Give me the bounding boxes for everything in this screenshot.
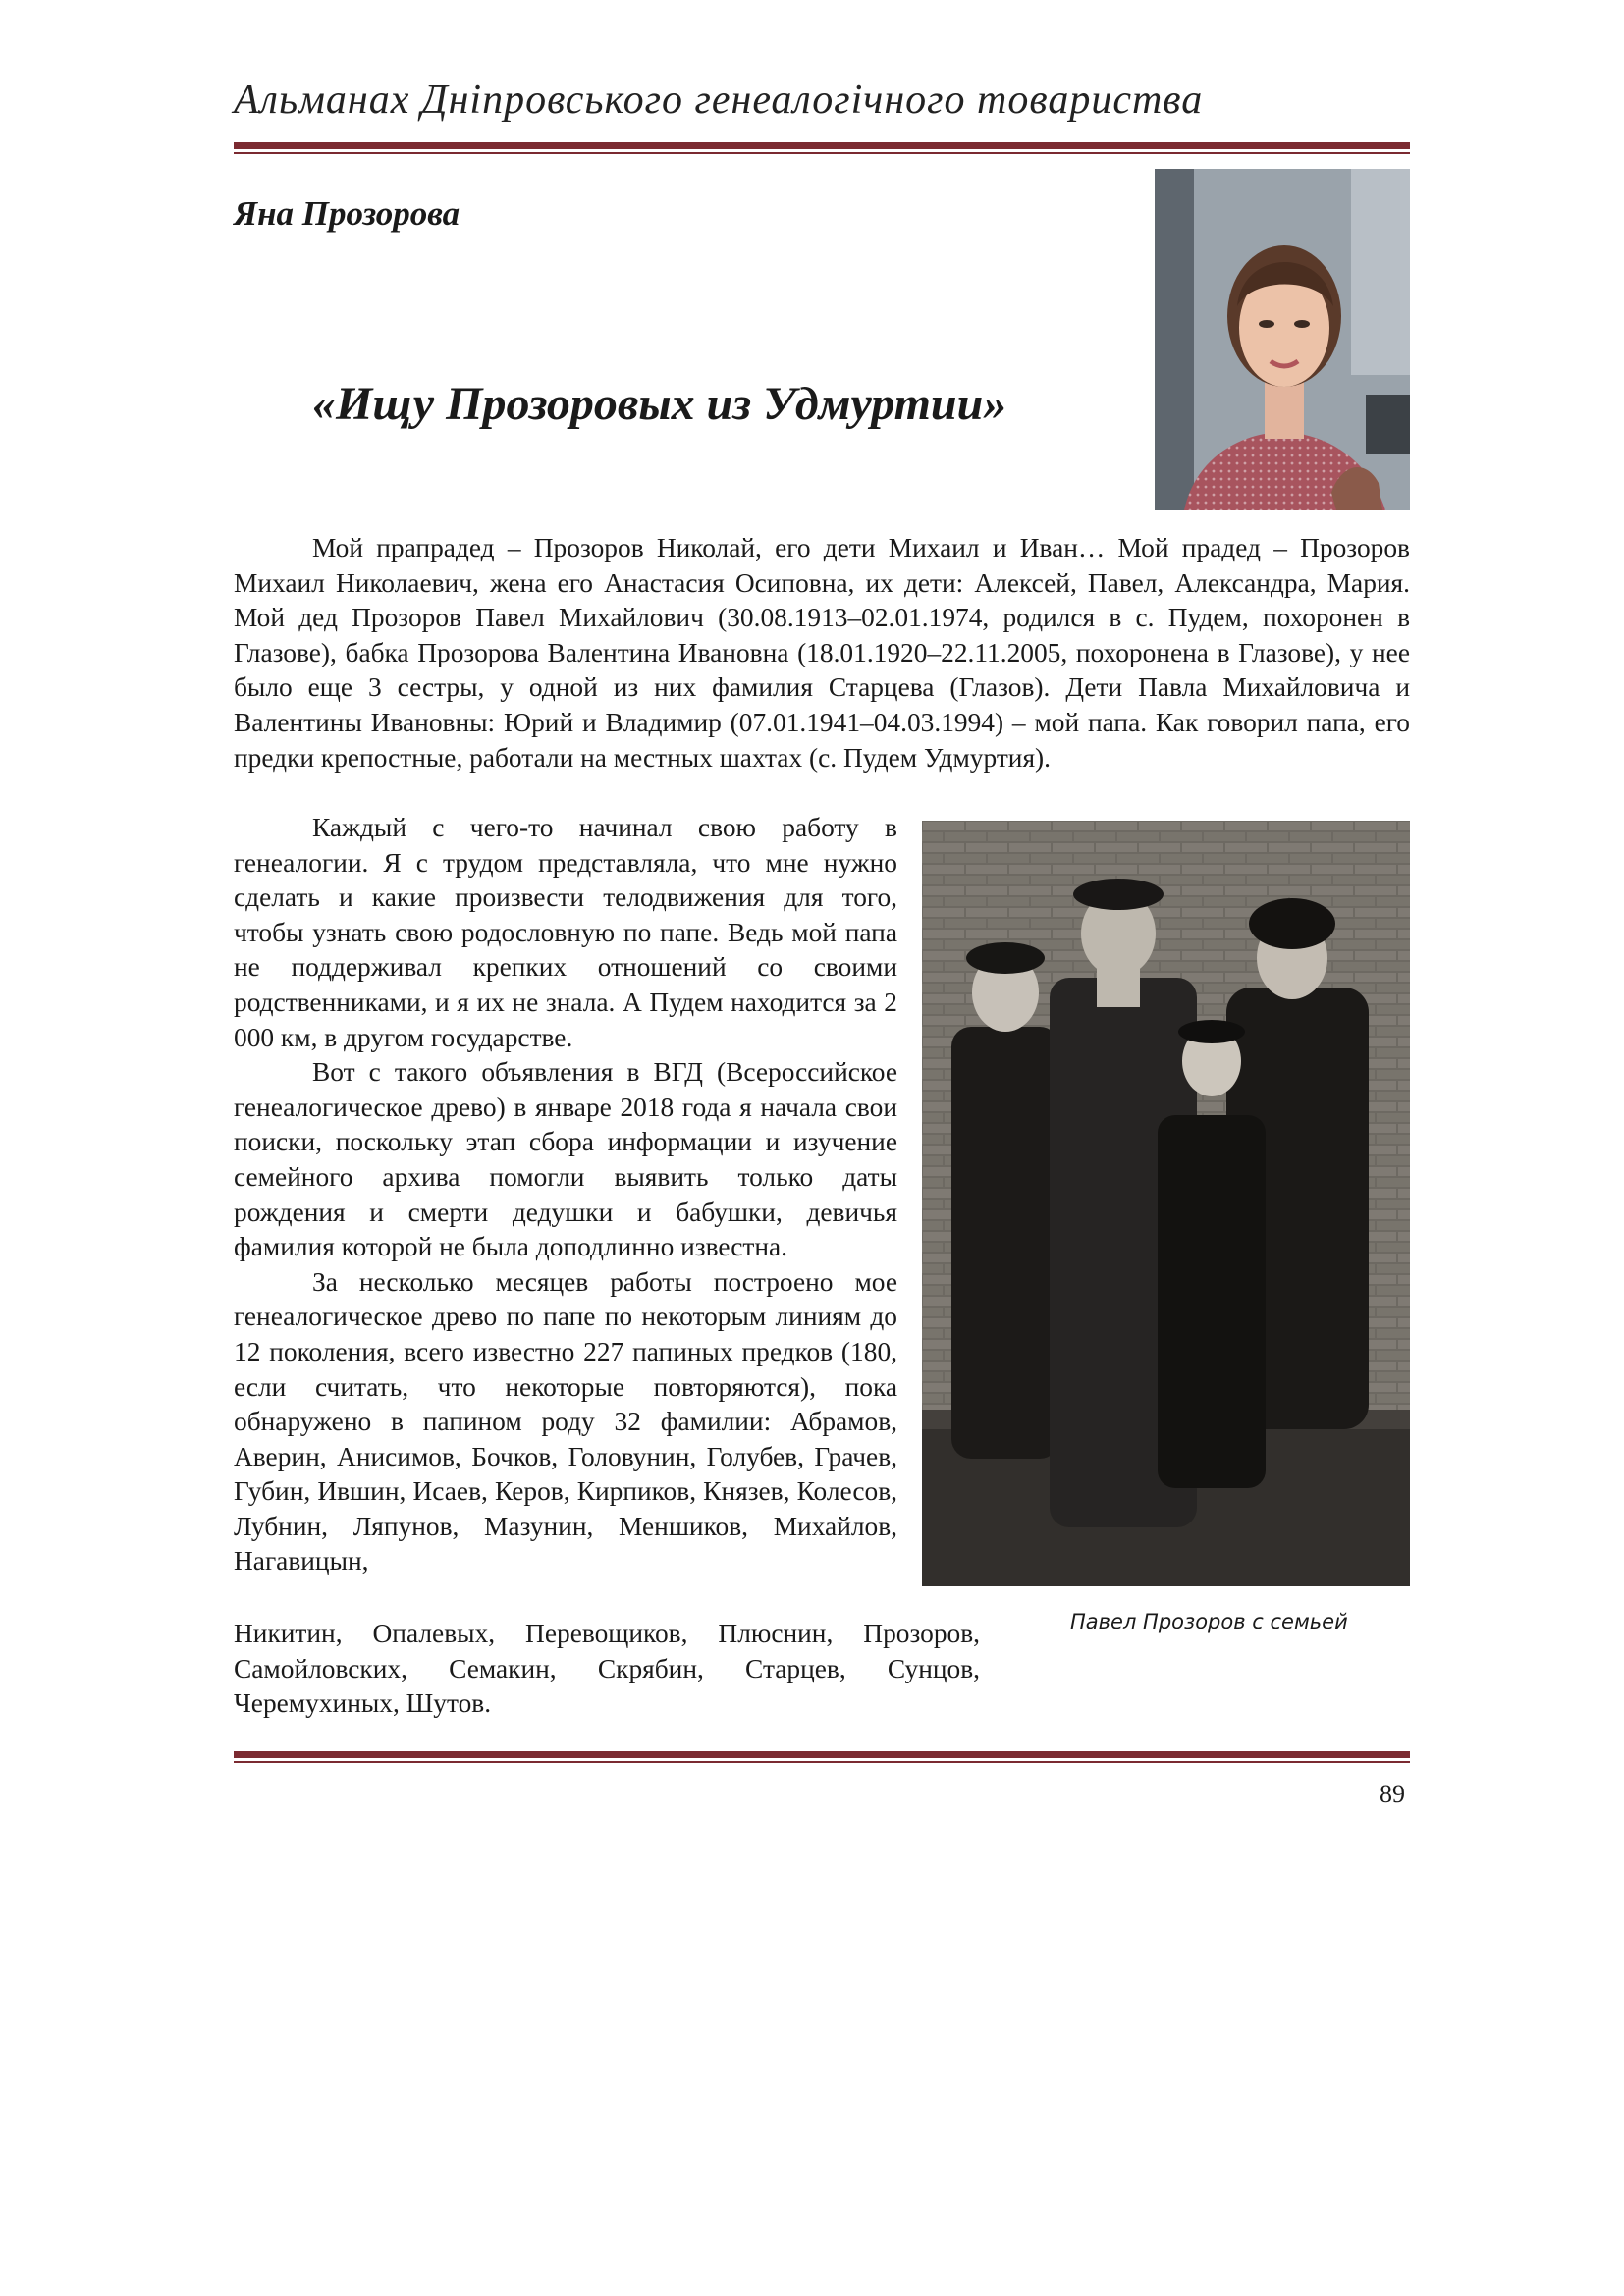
photo-caption: Павел Прозоров с семьей [1070, 1610, 1348, 1633]
page-number: 89 [1380, 1780, 1405, 1808]
paragraph-ancestry: Мой прапрадед – Прозоров Николай, его дети Михаил и Иван… Мой прадед – Прозоров Михаил Николаевич, жена его Анастасия Осиповна, их дети: Алексей, Павел, Александра, Мария. Мой дед Прозоров Павел Михайлович (30.08.1913–02.01.1974, родился в с. Пудем, похоронен в Глазове), бабка Прозорова Валентина Ивановна (18.01.1920–22.11.2005, похоронена в Глазове), у нее было еще 3 сестры, у одной из них фамилия Старцева (Глазов). Дети Павла Михайловича и Валентины Ивановны: Юрий и Владимир (07.01.1941–04.03.1994) – мой папа. Как говорил папа, его предки крепостные, работали на местных шахтах (с. Пудем Удмуртия). [234, 533, 1410, 773]
almanac-header-title: Альманах Дніпровського генеалогічного товариства [234, 78, 1204, 123]
article-body-intro [234, 531, 1410, 775]
footer-divider [234, 1751, 1410, 1763]
paragraph-search-start: Вот с такого объявления в ВГД (Всероссийское генеалогическое древо) в январе 2018 года я начала свои поиски, поскольку этап сбора информации и изучение семейного архива помогли выявить только даты рождения и смерти дедушки и бабушки, девичья фамилия которой не была доподлинно известна. [234, 1057, 897, 1262]
article-body-column [234, 811, 897, 1579]
header-divider [234, 142, 1410, 154]
paragraph-family-tree: За несколько месяцев работы построено мое генеалогическое древо по папе по некоторым линиям до 12 поколения, всего известно 227 папиных предков (180, если считать, что некоторые повторяются), пока обнаружено в папином роду 32 фамилии: Абрамов, Аверин, Анисимов, Бочков, Головунин, Голубев, Грачев, Губин, Ившин, Исаев, Керов, Кирпиков, Князев, Колесов, Лубнин, Ляпунов, Мазунин, Меншиков, Михайлов, Нагавицын, [234, 1266, 897, 1576]
author-name: Яна Прозорова [234, 194, 460, 233]
paragraph-beginnings: Каждый с чего-то начинал свою работу в генеалогии. Я с трудом представляла, что мне нужно сделать и какие произвести телодвижения для того, чтобы узнать свою родословную по папе. Ведь мой папа не поддерживал крепких отношений со своими родственниками, и я их не знала. А Пудем находится за 2 000 км, в другом государстве. [234, 813, 897, 1052]
family-photo [922, 821, 1410, 1586]
article-title: «Ищу Прозоровых из Удмуртии» [312, 378, 1007, 430]
article-body-tail [234, 1617, 980, 1722]
paragraph-surnames-end: Никитин, Опалевых, Перевощиков, Плюснин, Прозоров, Самойловских, Семакин, Скрябин, Старцев, Сунцов, Черемухиных, Шутов. [234, 1619, 980, 1719]
author-portrait-photo [1155, 169, 1410, 510]
